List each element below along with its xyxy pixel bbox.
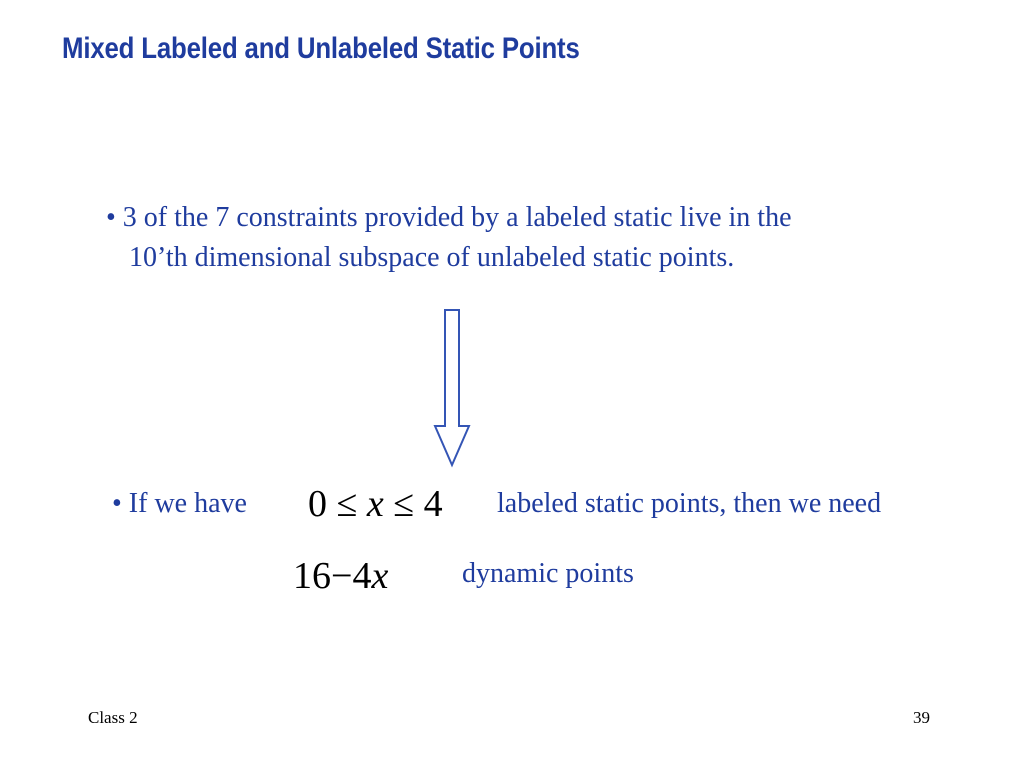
formula-leq-1: ≤ [336,483,358,525]
formula-constant: 16 [293,555,331,597]
formula-minus: − [331,555,353,597]
bullet-if-we-have: • If we have [112,488,247,519]
bullet-constraints-line2: 10’th dimensional subspace of unlabeled static points. [129,242,735,273]
formula-variable-2: x [371,555,389,597]
formula-coefficient: 4 [352,555,372,597]
down-arrow-graphic [432,308,472,468]
bullet-then-we-need: labeled static points, then we need [497,488,882,519]
dynamic-points-label: dynamic points [462,558,634,589]
bullet-constraints-line1: • 3 of the 7 constraints provided by a labeled static live in the [106,202,792,233]
formula-lower-bound: 0 [308,483,327,525]
down-arrow-icon [432,308,472,473]
formula-leq-2: ≤ [393,483,415,525]
slide-title: Mixed Labeled and Unlabeled Static Points [62,32,580,65]
formula-upper-bound: 4 [423,483,443,525]
bullet-constraints [106,198,792,278]
footer-class-label: Class 2 [88,708,138,727]
inequality-formula [308,482,443,526]
count-formula [293,554,388,598]
page-number: 39 [913,708,930,727]
formula-variable: x [366,483,384,525]
